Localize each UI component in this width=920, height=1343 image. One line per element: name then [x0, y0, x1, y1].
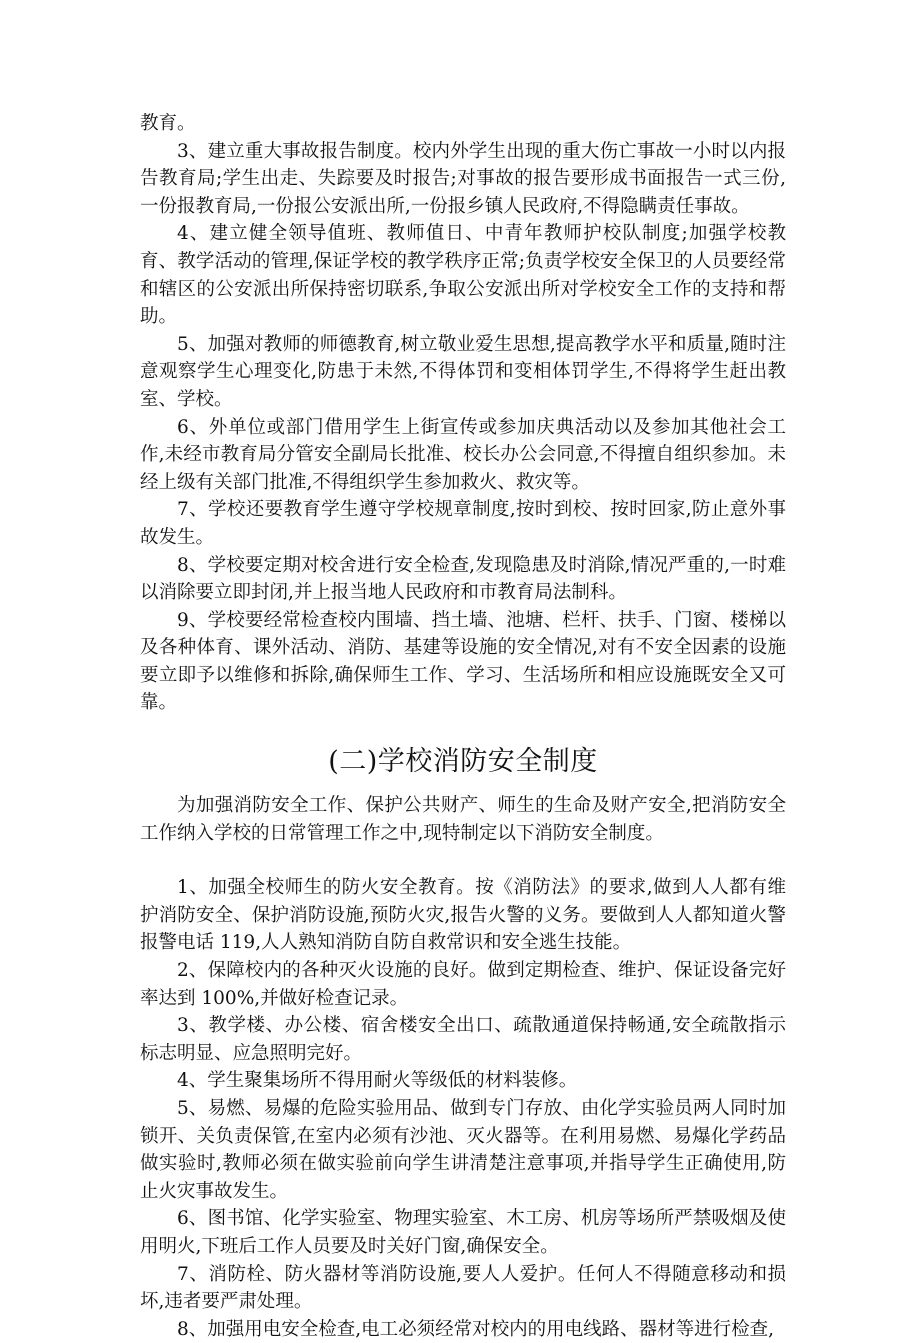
blank-line: [140, 847, 786, 874]
fire-rule-6: 6、图书馆、化学实验室、物理实验室、木工房、机房等场所严禁吸烟及使用明火,下班后工作人员要及时关好门窗,确保安全。: [140, 1208, 786, 1257]
continuation-text: 教育。: [140, 113, 196, 134]
fire-rule-3: 3、教学楼、办公楼、宿舍楼安全出口、疏散通道保持畅通,安全疏散指示标志明显、应急照明完好。: [140, 1015, 786, 1064]
fire-rule-5: 5、易燃、易爆的危险实验用品、做到专门存放、由化学实验员两人同时加锁开、关负责保管,在室内必须有沙池、灭火器等。在利用易燃、易爆化学药品做实验时,教师必须在做实验前向学生讲清楚注意事项,并指导学生正确使用,防止火灾事故发生。: [140, 1098, 786, 1202]
safety-rule-6: 6、外单位或部门借用学生上街宣传或参加庆典活动以及参加其他社会工作,未经市教育局分管安全副局长批准、校长办公会同意,不得擅自组织参加。未经上级有关部门批准,不得组织学生参加救火、救灾等。: [140, 416, 786, 493]
safety-rule-9: 9、学校要经常检查校内围墙、挡土墙、池塘、栏杆、扶手、门窗、楼梯以及各种体育、课外活动、消防、基建等设施的安全情况,对有不安全因素的设施要立即予以维修和拆除,确保师生工作、学习、生活场所和相应设施既安全又可靠。: [140, 609, 786, 714]
fire-rule-1: 1、加强全校师生的防火安全教育。按《消防法》的要求,做到人人都有维护消防安全、保护消防设施,预防火灾,报告火警的义务。要做到人人都知道火警报警电话 119,人人熟知消防自防自救常识和安全逃生技能。: [140, 877, 786, 954]
fire-rule-2: 2、保障校内的各种灭火设施的良好。做到定期检查、维护、保证设备完好率达到 100%,并做好检查记录。: [140, 960, 786, 1009]
section-title-fire-safety: (二)学校消防安全制度: [328, 746, 598, 778]
safety-rule-8: 8、学校要定期对校舍进行安全检查,发现隐患及时消除,情况严重的,一时难以消除要立即封闭,并上报当地人民政府和市教育局法制科。: [140, 554, 786, 604]
fire-rule-7: 7、消防栓、防火器材等消防设施,要人人爱护。任何人不得随意移动和损坏,违者要严肃处理。: [140, 1263, 786, 1313]
safety-rule-7: 7、学校还要教育学生遵守学校规章制度,按时到校、按时回家,防止意外事故发生。: [140, 499, 786, 548]
fire-rule-8: 8、加强用电安全检查,电工必须经常对校内的用电线路、器材等进行检查,: [177, 1318, 775, 1340]
document-body: [140, 110, 786, 1343]
safety-rule-5: 5、加强对教师的师德教育,树立敬业爱生思想,提高教学水平和质量,随时注意观察学生心理变化,防患于未然,不得体罚和变相体罚学生,不得将学生赶出教室、学校。: [140, 333, 786, 410]
fire-safety-intro: 为加强消防安全工作、保护公共财产、师生的生命及财产安全,把消防安全工作纳入学校的日常管理工作之中,现特制定以下消防安全制度。: [140, 795, 786, 844]
safety-rule-4: 4、建立健全领导值班、教师值日、中青年教师护校队制度;加强学校教育、教学活动的管理,保证学校的教学秩序正常;负责学校安全保卫的人员要经常和辖区的公安派出所保持密切联系,争取公安派出所对学校安全工作的支持和帮助。: [140, 223, 786, 328]
fire-rule-4: 4、学生聚集场所不得用耐火等级低的材料装修。: [177, 1070, 578, 1092]
safety-rule-3: 3、建立重大事故报告制度。校内外学生出现的重大伤亡事故一小时以内报告教育局;学生出走、失踪要及时报告;对事故的报告要形成书面报告一式三份,一份报教育局,一份报公安派出所,一份报乡镇人民政府,不得隐瞒责任事故。: [140, 140, 786, 217]
